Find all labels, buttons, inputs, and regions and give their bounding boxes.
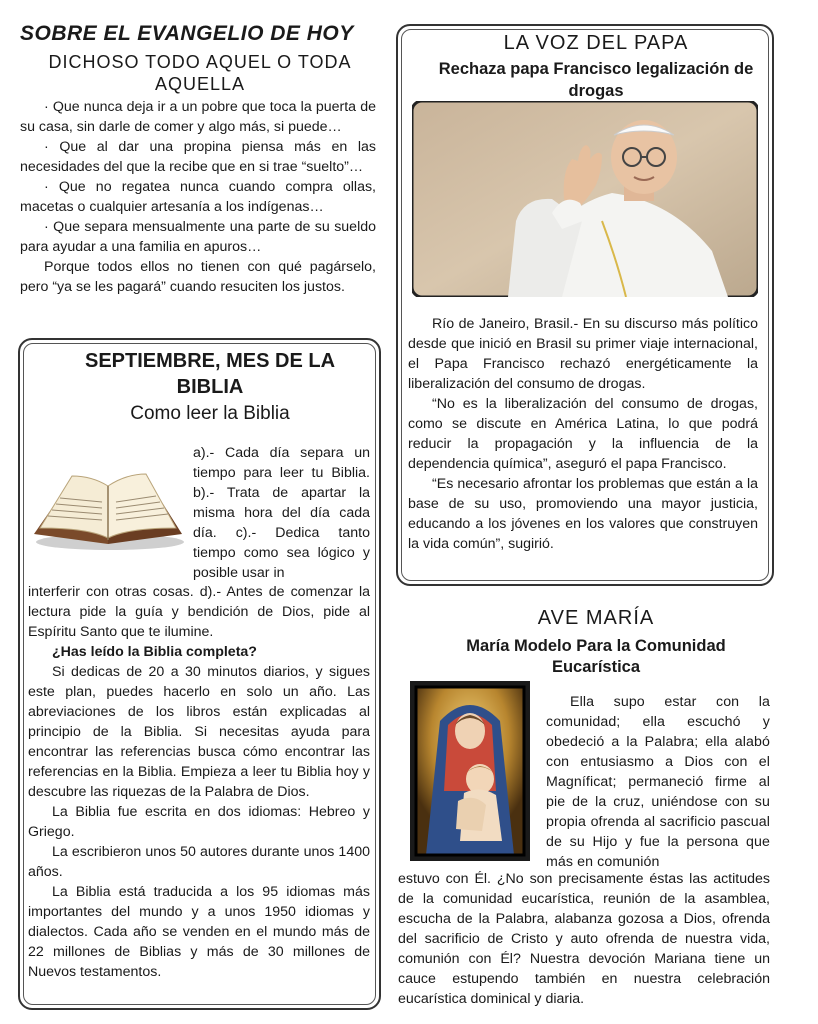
maria-subtitle: María Modelo Para la Comunidad Eucarística [466, 637, 726, 676]
biblia-intro-text: a).- Cada día separa un tiempo para leer tu Biblia. b).- Trata de apartar la misma hora del día cada día. c).- Dedica tanto tiempo como sea lógico y posible usar in [193, 445, 370, 581]
papa-paragraph: “No es la liberalización del consumo de drogas, como se discute en América Latina, lo que podrá reducir la propagación y la influencia de la dependencia química”, aseguró el papa Francisco. [408, 396, 758, 472]
maria-continuation: estuvo con Él. ¿No son precisamente éstas las actitudes de la comunidad eucarística, reunión de la asamblea, escucha de la Palabra, alabanza gozosa a Dios, ofrenda del sacrificio de Cristo y auto ofrenda de nuestra vida, comunión con Él? Nuestra devoción Mariana tiene un cauce estupendo también en nuestra celebración eucarística dominical y diaria. [398, 871, 770, 1007]
evangelio-paragraph: · Que al dar una propina piensa más en las necesidades del que la recibe que en si trae “suelto”… [20, 139, 376, 175]
biblia-paragraph: La Biblia está traducida a los 95 idiomas más importantes del mundo y a unos 1950 idiomas y dialectos. Cada año se venden en el mundo más de 22 millones de Biblias y más de 30 millones de Nuevos testamentos. [28, 884, 370, 980]
biblia-subtitle: Como leer la Biblia [130, 403, 290, 424]
evangelio-paragraph: · Que no regatea nunca cuando compra ollas, macetas o cualquier artesanía a los indígenas… [20, 179, 376, 215]
papa-paragraph: Río de Janeiro, Brasil.- En su discurso más político desde que inició en Brasil su primer viaje internacional, el Papa Francisco rechazó energéticamente la liberalización del consumo de drogas. [408, 316, 758, 392]
biblia-title: SEPTIEMBRE, MES DE LA BIBLIA [84, 350, 336, 398]
open-bible-image [30, 462, 186, 552]
evangelio-body [20, 97, 376, 297]
pope-francis-photo [412, 101, 758, 297]
maria-title: AVE MARÍA [537, 607, 655, 629]
evangelio-paragraph: · Que separa mensualmente una parte de su sueldo para ayudar a una familia en apuros… [20, 219, 376, 255]
biblia-paragraph: La escribieron unos 50 autores durante unos 1400 años. [28, 844, 370, 880]
papa-title: LA VOZ DEL PAPA [503, 32, 689, 54]
biblia-question: ¿Has leído la Biblia completa? [52, 644, 257, 660]
virgin-mary-image [410, 681, 530, 861]
papa-body [408, 314, 758, 554]
evangelio-paragraph: · Que nunca deja ir a un pobre que toca la puerta de su casa, sin darle de comer y algo más, si puede… [20, 99, 376, 135]
maria-float-paragraph: Ella supo estar con la comunidad; ella escuchó y obedeció a la Palabra; ella alabó con entusiasmo a Dios con el Magníficat; permaneció firme al pie de la cruz, uniéndose con su propia ofrenda al sacrificio pascual de su Hijo y fue la persona que más en comunión [546, 694, 770, 870]
maria-intro-text [546, 692, 770, 872]
papa-subtitle: Rechaza papa Francisco legalización de drogas [438, 60, 754, 100]
evangelio-subtitle: DICHOSO TODO AQUEL O TODA AQUELLA [48, 52, 352, 94]
biblia-body [28, 582, 370, 982]
biblia-paragraph: Si dedicas de 20 a 30 minutos diarios, y sigues este plan, puedes hacerlo en solo un año. Las abreviaciones de los libros están explicadas al principio de la Biblia. Si necesitas ayuda para encontrar las referencias busca cómo encontrar las referencias en la Biblia. Empieza a leer tu Biblia hoy y descubre las riquezas de la Palabra de Dios. [28, 664, 370, 800]
biblia-continuation: interferir con otras cosas. d).- Antes de comenzar la lectura pide la guía y bendición de Dios, pide al Espíritu Santo que te ilumine. [28, 584, 370, 640]
evangelio-paragraph: Porque todos ellos no tienen con qué pagárselo, pero “ya se les pagará” cuando resuciten los justos. [20, 259, 376, 295]
papa-paragraph: “Es necesario afrontar los problemas que están a la base de su uso, promoviendo una mayor justicia, educando a los jóvenes en los valores que construyen la vida común”, sugirió. [408, 476, 758, 552]
evangelio-title: SOBRE EL EVANGELIO DE HOY [20, 22, 354, 45]
biblia-paragraph: La Biblia fue escrita en dos idiomas: Hebreo y Griego. [28, 804, 370, 840]
